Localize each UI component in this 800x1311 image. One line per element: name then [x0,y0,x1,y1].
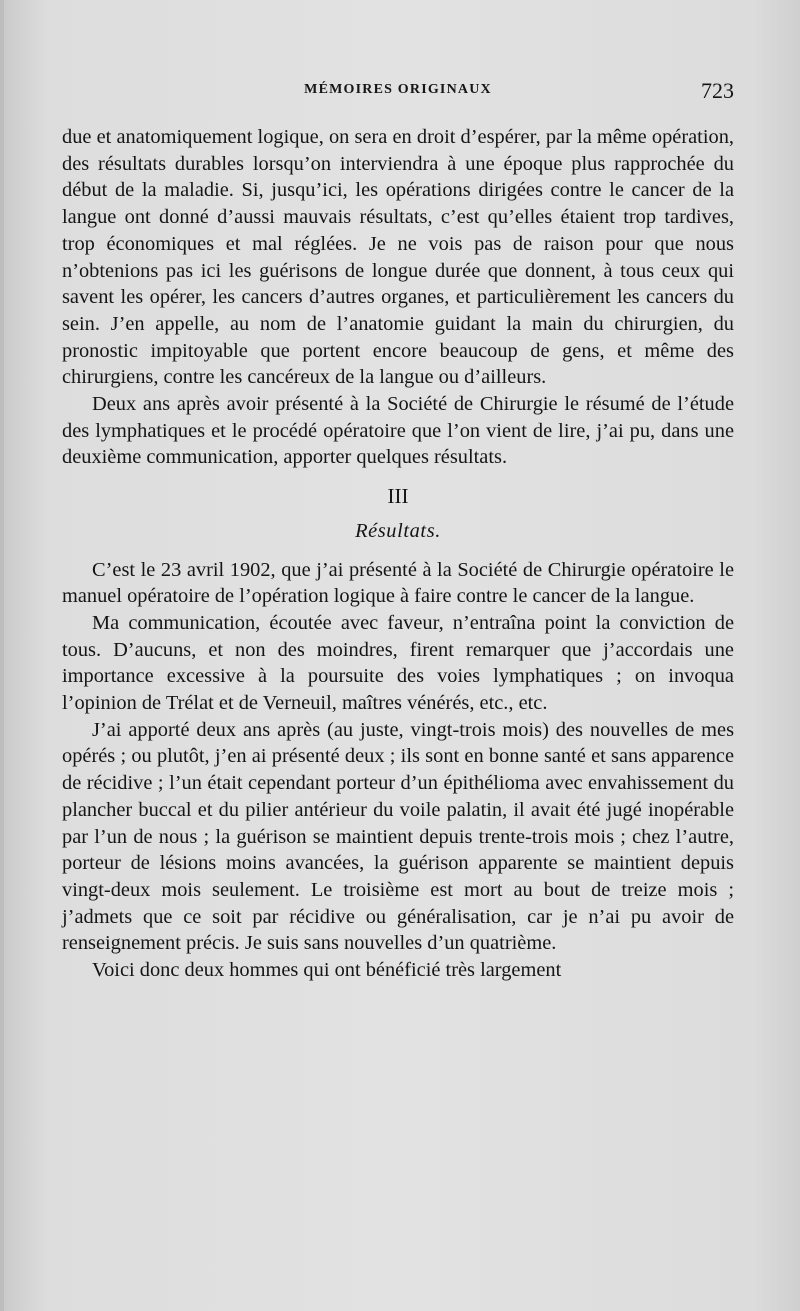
page-number: 723 [701,78,734,103]
paragraph: J’ai apporté deux ans après (au juste, vingt-trois mois) des nouvelles de mes opérés ; ou plutôt, j’en ai présenté deux ; ils sont en bonne santé et sans apparence de récidive ; l’un était cependant porteur d’un épithélioma avec envahissement du plancher buccal et du pilier antérieur du voile palatin, il avait été jugé inopérable par l’un de nous ; la guérison se maintient depuis trente-trois mois ; chez l’autre, porteur de lésions moins avancées, la guérison apparente se maintient depuis vingt-deux mois seulement. Le troisième est mort au bout de treize mois ; j’admets que ce soit par récidive ou généralisation, car je n’ai pu avoir de renseignement précis. Je suis sans nouvelles d’un quatrième. [62,718,734,955]
paragraph: Ma communication, écoutée avec faveur, n’entraîna point la conviction de tous. D’aucuns, et non des moindres, firent remarquer que j’accordais une importance excessive à la poursuite des voies lymphatiques ; on invoqua l’opinion de Trélat et de Verneuil, maîtres vénérés, etc., etc. [62,611,734,715]
page-header [62,78,734,108]
paragraph: C’est le 23 avril 1902, que j’ai présenté à la Société de Chirurgie opératoire le manuel opératoire de l’opération logique à faire contre le cancer de la langue. [62,558,734,608]
page-body [62,124,734,984]
section-title: Résultats. [355,519,441,542]
paragraph: Deux ans après avoir présenté à la Société de Chirurgie le résumé de l’étude des lymphatiques et le procédé opératoire que l’on vient de lire, j’ai pu, dans une deuxième communication, apporter quelques résultats. [62,393,734,469]
running-head: MÉMOIRES ORIGINAUX [304,82,492,97]
section-number: III [387,484,409,509]
paragraph: Voici donc deux hommes qui ont bénéficié très largement [92,959,562,982]
paragraph: due et anatomiquement logique, on sera en droit d’espérer, par la même opération, des résultats durables lorsqu’on interviendra à une époque plus rapprochée du début de la maladie. Si, jusqu’ici, les opérations dirigées contre le cancer de la langue ont donné d’aussi mauvais résultats, c’est qu’elles étaient trop tardives, trop économiques et mal réglées. Je ne vois pas de raison pour que nous n’obtenions pas ici les guérisons de longue durée que donnent, à tous ceux qui savent les opérer, les cancers d’autres organes, et particulièrement les cancers du sein. J’en appelle, au nom de l’anatomie guidant la main du chirurgien, du pronostic impitoyable que portent encore beaucoup de gens, et même des chirurgiens, contre les cancéreux de la langue ou d’ailleurs. [62,126,734,389]
page-edge-shadow [0,0,4,1311]
